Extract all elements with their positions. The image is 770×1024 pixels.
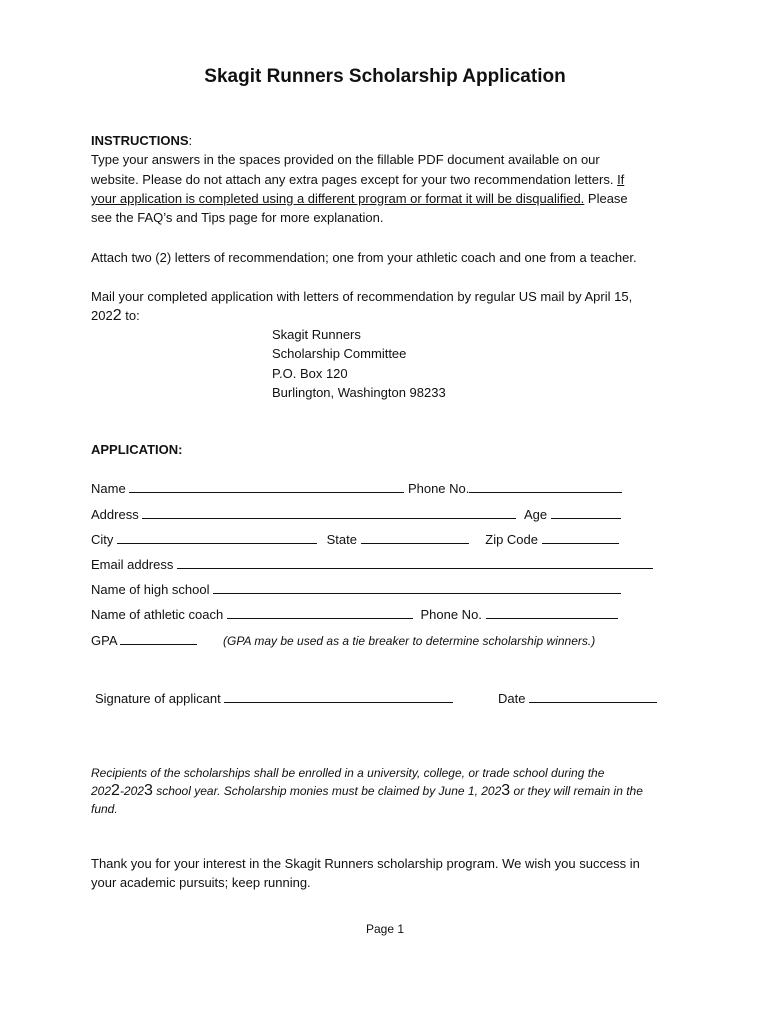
gpa-row [91,633,595,648]
instructions-line-4: see the FAQ’s and Tips page for more explanation. [91,210,384,226]
phone-label: Phone No. [407,481,470,496]
name-field[interactable] [129,481,404,493]
coach-label: Name of athletic coach [91,607,224,622]
address-line: Scholarship Committee [272,346,407,362]
address-line: Burlington, Washington 98233 [272,384,446,400]
instructions-line-2: website. Please do not attach any extra pages except for your two recommendation letters. If [91,171,625,187]
city-label: City [91,532,114,547]
name-label: Name [91,481,126,496]
application-heading: APPLICATION: [91,442,183,457]
thank-you-note: Thank you for your interest in the Skagit Runners scholarship program. We wish you success in your academic pursuits; keep running. [91,856,640,891]
coach-phone-label: Phone No. [420,607,482,622]
address-line: Skagit Runners [272,327,361,342]
date-label: Date [498,691,526,706]
coach-phone-field[interactable] [486,607,618,619]
mail-instruction: Mail your completed application with letters of recommendation by regular US mail by April 15, 2022 to: [91,289,633,325]
gpa-label: GPA [91,633,117,648]
signature-label: Signature of applicant [95,691,221,706]
age-field[interactable] [551,507,621,519]
high-school-row [91,582,621,597]
address-field[interactable] [142,507,516,519]
state-field[interactable] [361,532,469,544]
date-row [498,691,657,706]
age-label: Age [523,507,548,522]
recipients-note: Recipients of the scholarships shall be enrolled in a university, college, or trade school during the 2022-2023 school year. Scholarship monies must be claimed by June 1, 2023 or they will remain in the fund. [91,766,643,816]
zip-label: Zip Code [485,532,538,547]
instructions-line-3: your application is completed using a different program or format it will be disqualified. Please [91,190,628,206]
phone-field[interactable] [469,481,622,493]
email-label: Email address [91,557,174,572]
attach-instruction: Attach two (2) letters of recommendation; one from your athletic coach and one from a teacher. [91,250,637,265]
page-number: Page 1 [365,922,405,936]
gpa-field[interactable] [120,633,197,645]
address-label: Address [91,507,139,522]
high-school-field[interactable] [213,582,621,594]
coach-field[interactable] [227,607,413,619]
name-row [91,481,622,496]
email-field[interactable] [177,557,653,569]
signature-field[interactable] [224,691,453,703]
instructions-block: INSTRUCTIONS: Type your answers in the spaces provided on the fillable PDF document available on our website. Please do not attach any extra pages except for your two recommendation letters. If your application is completed using a different program or format it will be disqualified. Please see the FAQ’s and Tips page for more explanation. [91,131,691,227]
email-row [91,557,653,572]
address-line: P.O. Box 120 [272,365,348,381]
high-school-label: Name of high school [91,582,210,597]
city-row [91,532,619,547]
gpa-note: (GPA may be used as a tie breaker to determine scholarship winners.) [223,634,596,648]
instructions-line-1: Type your answers in the spaces provided on the fillable PDF document available on our [91,152,600,168]
address-row [91,507,621,522]
document-title: Skagit Runners Scholarship Application [204,66,566,87]
city-field[interactable] [117,532,317,544]
date-field[interactable] [529,691,657,703]
zip-field[interactable] [542,532,619,544]
state-label: State [326,532,357,547]
mailing-address [272,325,446,402]
coach-row [91,607,618,622]
signature-row [95,691,453,706]
instructions-heading: INSTRUCTIONS [91,133,189,148]
